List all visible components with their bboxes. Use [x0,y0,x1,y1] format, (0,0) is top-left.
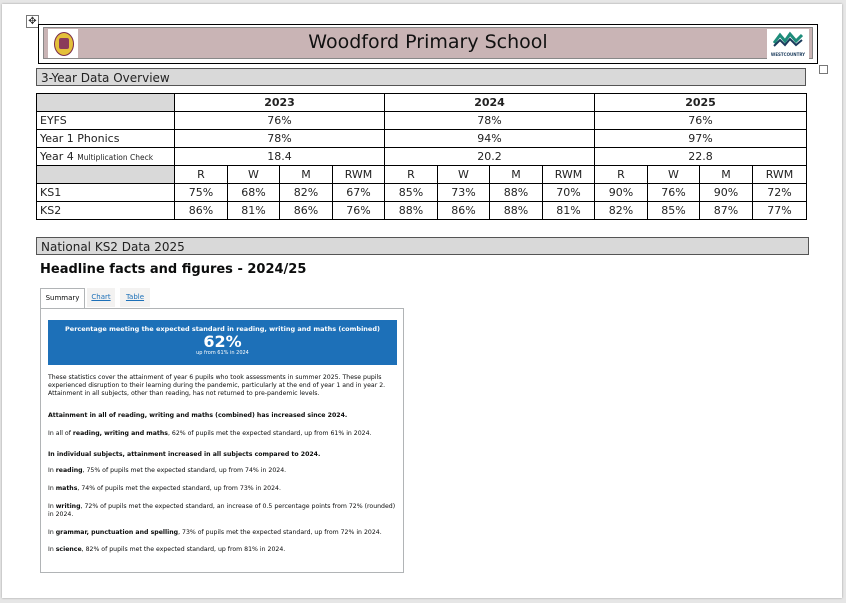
value-cell: 73% [438,184,490,202]
value-cell: 90% [700,184,753,202]
banner-title: Percentage meeting the expected standard in reading, writing and maths (combined) [65,325,380,333]
value-cell: 86% [438,202,490,220]
text-span: , 82% of pupils met the expected standard, up from 81% in 2024. [81,546,286,553]
tab-summary[interactable]: Summary [40,288,85,310]
combined-paragraph [48,430,398,438]
value-cell: 94% [385,130,595,148]
subject-header: RWM [333,166,385,184]
text-bold: reading, writing and maths [72,430,168,437]
wave-logo-icon [773,31,803,47]
value-cell: 90% [595,184,648,202]
heading-combined [48,412,398,420]
overview-section-title: 3-Year Data Overview [36,68,806,86]
text-span: In [48,503,56,510]
national-section-title: National KS2 Data 2025 [36,237,809,255]
table-row [37,184,807,202]
value-cell: 97% [595,130,807,148]
value-cell: 67% [333,184,385,202]
value-cell: 82% [595,202,648,220]
table-resize-handle-icon[interactable] [819,65,828,74]
year-header: 2024 [385,94,595,112]
value-cell: 86% [280,202,333,220]
value-cell: 88% [490,202,543,220]
text-span: In [48,546,56,553]
text-span: , 73% of pupils met the expected standard, up from 72% in 2024. [178,529,382,536]
text-bold: reading [55,467,83,474]
subject-header: R [175,166,228,184]
reading-paragraph [48,467,398,475]
row-label: KS1 [37,184,175,202]
row-label: Year 1 Phonics [37,130,175,148]
partner-logo [767,29,809,59]
table-move-handle-icon[interactable]: ✥ [26,15,39,28]
text-span: In [48,467,56,474]
row-label: EYFS [37,112,175,130]
value-cell: 75% [175,184,228,202]
text-span: In [48,529,56,536]
banner-value: 62% [203,332,242,351]
partner-logo-text: WESTCOUNTRY [770,52,806,57]
subject-header: W [438,166,490,184]
row-label: KS2 [37,202,175,220]
value-cell: 81% [543,202,595,220]
text-bold: writing [55,503,81,510]
value-cell: 77% [753,202,807,220]
table-row [37,130,807,148]
value-cell: 85% [385,184,438,202]
subject-header: RWM [753,166,807,184]
headline-banner [48,320,397,365]
maths-paragraph [48,485,398,493]
table-row [37,148,807,166]
text-span: , 62% of pupils met the expected standard, up from 61% in 2024. [167,430,372,437]
heading-subjects [48,451,398,459]
value-cell: 76% [648,184,700,202]
value-cell: 88% [490,184,543,202]
subject-header: M [490,166,543,184]
value-cell: 72% [753,184,807,202]
heading-combined-text: Attainment in all of reading, writing and maths (combined) has increased since 2024. [48,412,348,419]
subject-header-row [37,166,807,184]
subject-header: R [385,166,438,184]
subject-header: M [280,166,333,184]
value-cell: 68% [228,184,280,202]
text-span: In all of [48,430,73,437]
text-bold: grammar, punctuation and spelling [55,529,179,536]
headline-title: Headline facts and figures - 2024/25 [40,262,307,277]
subject-header: W [228,166,280,184]
text-bold: science [55,546,82,553]
year-header: 2025 [595,94,807,112]
header-box [38,24,818,64]
value-cell: 76% [595,112,807,130]
table-row [37,202,807,220]
text-span: In [48,485,56,492]
value-cell: 88% [385,202,438,220]
value-cell: 86% [175,202,228,220]
value-cell: 78% [385,112,595,130]
row-label-main: Year 4 [40,150,74,163]
header-banner [43,27,813,59]
subject-header: R [595,166,648,184]
corner-cell [37,94,175,112]
value-cell: 20.2 [385,148,595,166]
subject-header: W [648,166,700,184]
value-cell: 76% [333,202,385,220]
overview-table [36,93,807,220]
intro-paragraph: These statistics cover the attainment of year 6 pupils who took assessments in summer 2025. These pupils experienced disruption to their learning during the pandemic, particularly at the end of year 1 and in year 2. Attainment in all subjects, other than reading, has not returned to pre-pandemic levels. [48,374,386,397]
text-span: , 75% of pupils met the expected standard, up from 74% in 2024. [82,467,287,474]
value-cell: 18.4 [175,148,385,166]
value-cell: 82% [280,184,333,202]
value-cell: 76% [175,112,385,130]
value-cell: 22.8 [595,148,807,166]
year-header-row [37,94,807,112]
text-span: , 72% of pupils met the expected standard, an increase of 0.5 percentage points from 72% (rounded) in 2024. [48,503,396,518]
year-header: 2023 [175,94,385,112]
text-bold: maths [55,485,78,492]
tab-chart[interactable]: Chart [87,288,115,307]
value-cell: 87% [700,202,753,220]
value-cell: 85% [648,202,700,220]
text-span: , 74% of pupils met the expected standard, up from 73% in 2024. [77,485,281,492]
value-cell: 78% [175,130,385,148]
tab-table[interactable]: Table [120,288,150,307]
science-paragraph [48,546,398,554]
row-label-small: Multiplication Check [77,153,154,162]
corner-cell [37,166,175,184]
writing-paragraph [48,503,398,519]
value-cell: 70% [543,184,595,202]
table-row [37,112,807,130]
value-cell: 81% [228,202,280,220]
banner-subtitle: up from 61% in 2024 [196,350,249,356]
heading-subjects-text: In individual subjects, attainment increased in all subjects compared to 2024. [48,451,321,458]
gps-paragraph [48,529,398,537]
school-name: Woodford Primary School [308,31,548,53]
row-label [37,148,175,166]
summary-panel [40,308,404,573]
subject-header: M [700,166,753,184]
subject-header: RWM [543,166,595,184]
